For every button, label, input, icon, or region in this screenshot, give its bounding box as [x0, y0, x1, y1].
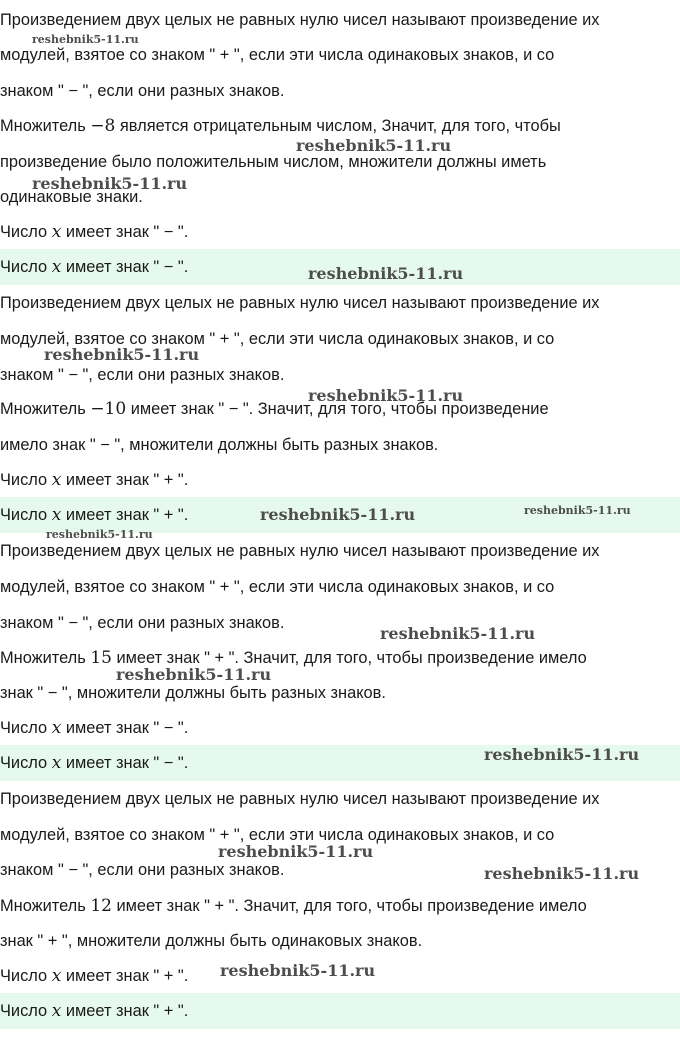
x-variable: x	[51, 966, 62, 986]
answer-text: имеет знак " + ".	[61, 506, 189, 524]
factor-text: имеет знак " + ". Значит, для того, чтобы произведение имело	[111, 649, 587, 667]
factor-line	[0, 648, 680, 668]
rule-line-2: модулей, взятое со знаком " + ", если эти числа одинаковых знаков, и со	[0, 826, 555, 844]
watermark: reshebnik5-11.ru	[308, 264, 464, 283]
factor-line-3: одинаковые знаки.	[0, 188, 143, 206]
watermark: reshebnik5-11.ru	[46, 528, 153, 541]
answer-prefix: Число	[0, 506, 52, 524]
rule-line-1: Произведением двух целых не равных нулю чисел называют произведение их	[0, 790, 600, 808]
rule-line-2: модулей, взятое со знаком " + ", если эти числа одинаковых знаков, и со	[0, 46, 555, 64]
x-sign-text: имеет знак " − ".	[61, 719, 189, 737]
answer-prefix: Число	[0, 1002, 52, 1020]
watermark: reshebnik5-11.ru	[44, 345, 200, 364]
factor-text: имеет знак " − ". Значит, для того, чтобы произведение	[126, 400, 549, 418]
factor-label: Множитель	[0, 649, 91, 667]
factor-text: является отрицательным числом, Значит, для того, чтобы	[115, 117, 561, 135]
x-sign-text: имеет знак " + ".	[61, 471, 189, 489]
answer-variable: x	[51, 505, 62, 525]
watermark: reshebnik5-11.ru	[308, 386, 464, 405]
rule-line-3: знаком " − ", если они разных знаков.	[0, 366, 285, 384]
rule-line-1: Произведением двух целых не равных нулю чисел называют произведение их	[0, 294, 600, 312]
x-prefix: Число	[0, 719, 52, 737]
answer-variable: x	[51, 1001, 62, 1021]
factor-number: 12	[90, 896, 112, 916]
factor-line-2: знак " − ", множители должны быть разных знаков.	[0, 684, 386, 702]
rule-line-1: Произведением двух целых не равных нулю чисел называют произведение их	[0, 11, 600, 29]
x-sign-text: имеет знак " − ".	[61, 223, 189, 241]
watermark: reshebnik5-11.ru	[32, 174, 188, 193]
answer-prefix: Число	[0, 258, 52, 276]
x-variable: x	[51, 470, 62, 490]
x-sign-text: имеет знак " + ".	[61, 967, 189, 985]
factor-number: −8	[90, 116, 116, 136]
rule-line-3: знаком " − ", если они разных знаков.	[0, 614, 285, 632]
x-prefix: Число	[0, 471, 52, 489]
factor-line-2: имело знак " − ", множители должны быть разных знаков.	[0, 436, 439, 454]
factor-label: Множитель	[0, 897, 91, 915]
x-sign-line	[0, 222, 680, 242]
factor-text: имеет знак " + ". Значит, для того, чтобы произведение имело	[111, 897, 587, 915]
answer-text: имеет знак " − ".	[61, 754, 189, 772]
answer-variable: x	[51, 257, 62, 277]
factor-line-2: произведение было положительным числом, множители должны иметь	[0, 153, 547, 171]
watermark: reshebnik5-11.ru	[484, 745, 640, 764]
answer-prefix: Число	[0, 754, 52, 772]
x-variable: x	[51, 222, 62, 242]
watermark: reshebnik5-11.ru	[218, 842, 374, 861]
watermark: reshebnik5-11.ru	[116, 665, 272, 684]
watermark: reshebnik5-11.ru	[32, 33, 139, 46]
answer-box	[0, 993, 680, 1029]
watermark: reshebnik5-11.ru	[260, 505, 416, 524]
x-sign-line	[0, 718, 680, 738]
factor-label: Множитель	[0, 117, 91, 135]
watermark: reshebnik5-11.ru	[296, 136, 452, 155]
factor-label: Множитель	[0, 400, 91, 418]
factor-line-2: знак " + ", множители должны быть одинаковых знаков.	[0, 932, 423, 950]
watermark: reshebnik5-11.ru	[380, 624, 536, 643]
factor-line	[0, 896, 680, 916]
factor-number: 15	[90, 648, 112, 668]
factor-line	[0, 116, 680, 136]
rule-line-2: модулей, взятое со знаком " + ", если эти числа одинаковых знаков, и со	[0, 330, 555, 348]
x-variable: x	[51, 718, 62, 738]
watermark: reshebnik5-11.ru	[524, 504, 631, 517]
x-prefix: Число	[0, 967, 52, 985]
watermark: reshebnik5-11.ru	[484, 864, 640, 883]
answer-text: имеет знак " + ".	[61, 1002, 189, 1020]
x-prefix: Число	[0, 223, 52, 241]
answer-text: имеет знак " − ".	[61, 258, 189, 276]
watermark: reshebnik5-11.ru	[220, 961, 376, 980]
rule-line-3: знаком " − ", если они разных знаков.	[0, 82, 285, 100]
factor-number: −10	[90, 399, 127, 419]
x-sign-line	[0, 470, 680, 490]
rule-line-3: знаком " − ", если они разных знаков.	[0, 861, 285, 879]
rule-line-2: модулей, взятое со знаком " + ", если эти числа одинаковых знаков, и со	[0, 578, 555, 596]
answer-variable: x	[51, 753, 62, 773]
rule-line-1: Произведением двух целых не равных нулю чисел называют произведение их	[0, 542, 600, 560]
